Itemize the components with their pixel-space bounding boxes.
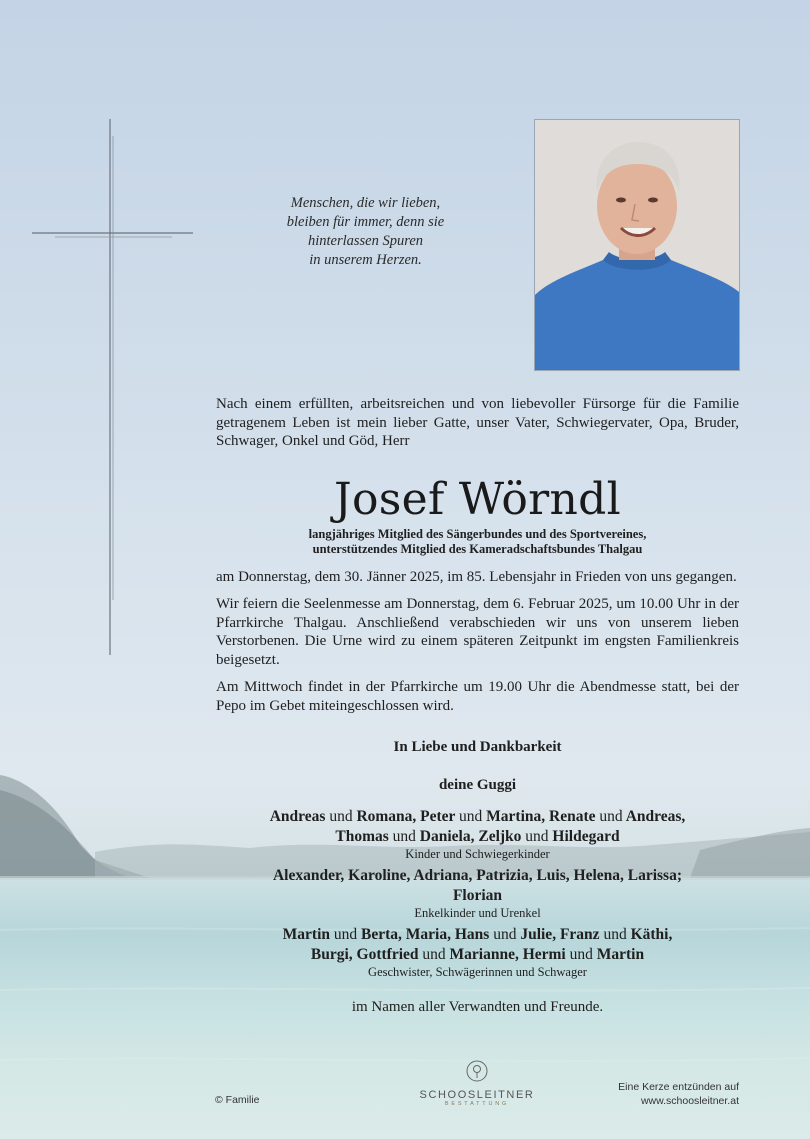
spouse-name: deine Guggi — [438, 776, 517, 793]
brand-name: SCHOOSLEITNER — [419, 1089, 535, 1101]
brand-subtitle: BESTATTUNG — [444, 1101, 510, 1107]
portrait-photo — [534, 119, 740, 371]
candle-text: Eine Kerze entzünden auf — [618, 1081, 739, 1093]
siblings-line-1: Martin und Berta, Maria, Hans und Julie, Franz und Käthi, — [282, 926, 673, 943]
children-relation: Kinder und Schwiegerkinder — [405, 847, 550, 861]
funeral-mass-paragraph: Wir feiern die Seelenmesse am Donnerstag, dem 6. Februar 2025, um 10.00 Uhr in der Pfarrkirche Thalgau. Anschließend verabschieden wir uns von unserem lieben Verstorbenen. Die Urne wird zu einem späteren Zeitpunkt im engsten Familienkreis beigesetzt. — [216, 596, 739, 668]
website-link[interactable]: www.schoosleitner.at — [640, 1095, 739, 1107]
cross-icon — [0, 0, 200, 660]
rose-icon — [466, 1060, 488, 1082]
quote-line: hinterlassen Spuren — [307, 233, 424, 249]
grandchildren-relation: Enkelkinder und Urenkel — [414, 906, 541, 920]
siblings-relation: Geschwister, Schwägerinnen und Schwager — [368, 965, 587, 979]
grandchildren-line-2: Florian — [452, 887, 503, 904]
closing-line: im Namen aller Verwandten und Freunde. — [351, 999, 604, 1015]
evening-mass-paragraph: Am Mittwoch findet in der Pfarrkirche um 19.00 Uhr die Abendmesse statt, bei der Pepo im Gebet miteingeschlossen wird. — [216, 679, 739, 714]
children-line-1: Andreas und Romana, Peter und Martina, Renate und Andreas, — [269, 808, 686, 825]
deceased-name: Josef Wörndl — [334, 473, 621, 525]
funeral-home-logo — [417, 1060, 537, 1107]
membership-line: unterstützendes Mitglied des Kameradschaftsbundes Thalgau — [312, 541, 643, 556]
obituary-text — [216, 395, 739, 1017]
family-children — [216, 807, 739, 979]
intro-paragraph: Nach einem erfüllten, arbeitsreichen und von liebevoller Fürsorge für die Familie getragenem Leben ist mein lieber Gatte, unser Vater, Schwiegervater, Opa, Bruder, Schwager, Onkel und Göd, Herr — [216, 396, 739, 449]
children-line-2: Thomas und Daniela, Zeljko und Hildegard — [335, 828, 620, 845]
memberships — [216, 527, 739, 557]
death-paragraph: am Donnerstag, dem 30. Jänner 2025, im 85. Lebensjahr in Frieden von uns gegangen. — [216, 568, 737, 585]
quote-line: bleiben für immer, denn sie — [286, 214, 445, 230]
candle-link[interactable] — [618, 1080, 739, 1108]
thanks-line: In Liebe und Dankbarkeit — [393, 739, 562, 755]
quote-line: in unserem Herzen. — [309, 252, 422, 268]
quote-line: Menschen, die wir lieben, — [290, 195, 441, 211]
photo-credit: © Familie — [215, 1094, 260, 1106]
membership-line: langjähriges Mitglied des Sängerbundes und des Sportvereines, — [308, 526, 647, 541]
grandchildren-line-1: Alexander, Karoline, Adriana, Patrizia, Luis, Helena, Larissa; — [272, 867, 683, 884]
siblings-line-2: Burgi, Gottfried und Marianne, Hermi und Martin — [310, 946, 645, 963]
memorial-quote — [258, 194, 473, 270]
